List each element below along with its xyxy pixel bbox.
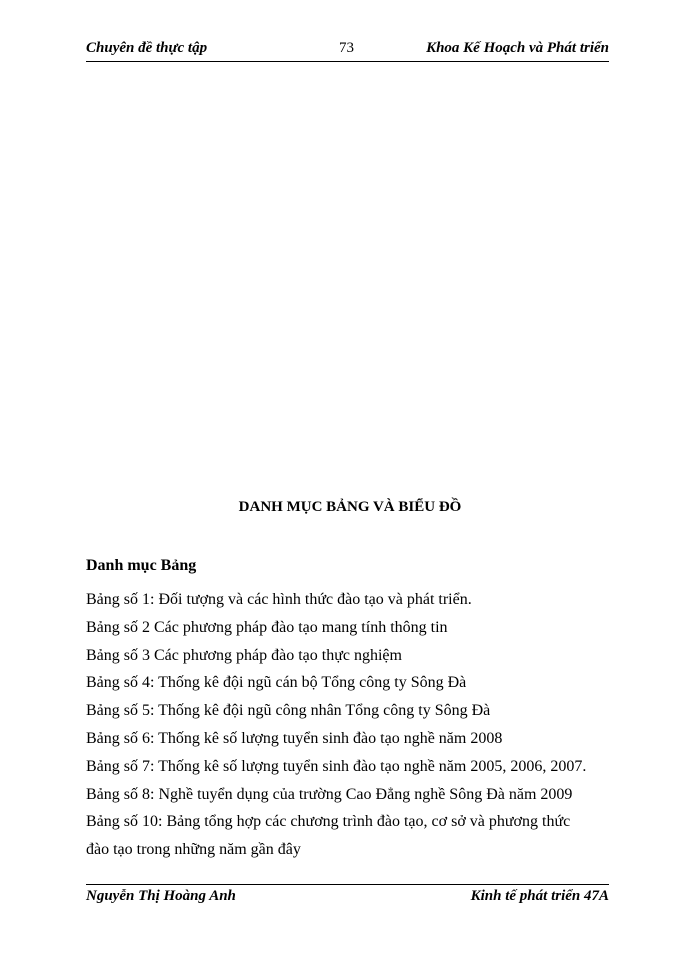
page-header (86, 40, 609, 62)
list-item: Bảng số 1: Đối tượng và các hình thức đào tạo và phát triển. (86, 591, 472, 608)
list-item: đào tạo trong những năm gần đây (86, 841, 301, 859)
list-item: Bảng số 8: Nghề tuyển dụng của trường Cao Đẳng nghề Sông Đà năm 2009 (86, 785, 573, 803)
header-report-title: Chuyên đề thực tập (86, 40, 208, 56)
page-title: DANH MỤC BẢNG VÀ BIỂU ĐỒ (238, 499, 462, 515)
header-department: Khoa Kế Hoạch và Phát triển (426, 40, 609, 56)
list-item: Bảng số 4: Thống kê đội ngũ cán bộ Tổng công ty Sông Đà (86, 674, 467, 692)
header-page-number: 73 (339, 40, 354, 56)
list-item: Bảng số 7: Thống kê số lượng tuyển sinh đào tạo nghề năm 2005, 2006, 2007. (86, 757, 587, 775)
table-list (86, 586, 606, 864)
list-item: Bảng số 10: Bảng tổng hợp các chương trình đào tạo, cơ sở và phương thức (86, 813, 571, 831)
list-item: Bảng số 5: Thống kê đội ngũ công nhân Tổng công ty Sông Đà (86, 702, 491, 720)
list-item: Bảng số 6: Thống kê số lượng tuyển sinh đào tạo nghề năm 2008 (86, 729, 503, 747)
list-item: Bảng số 3 Các phương pháp đào tạo thực nghiệm (86, 646, 402, 664)
section-heading: Danh mục Bảng (86, 557, 197, 574)
page-footer (86, 884, 609, 903)
list-item: Bảng số 2 Các phương pháp đào tạo mang tính thông tin (86, 618, 448, 636)
footer-class: Kinh tế phát triển 47A (470, 888, 609, 904)
footer-author: Nguyễn Thị Hoàng Anh (86, 888, 236, 904)
